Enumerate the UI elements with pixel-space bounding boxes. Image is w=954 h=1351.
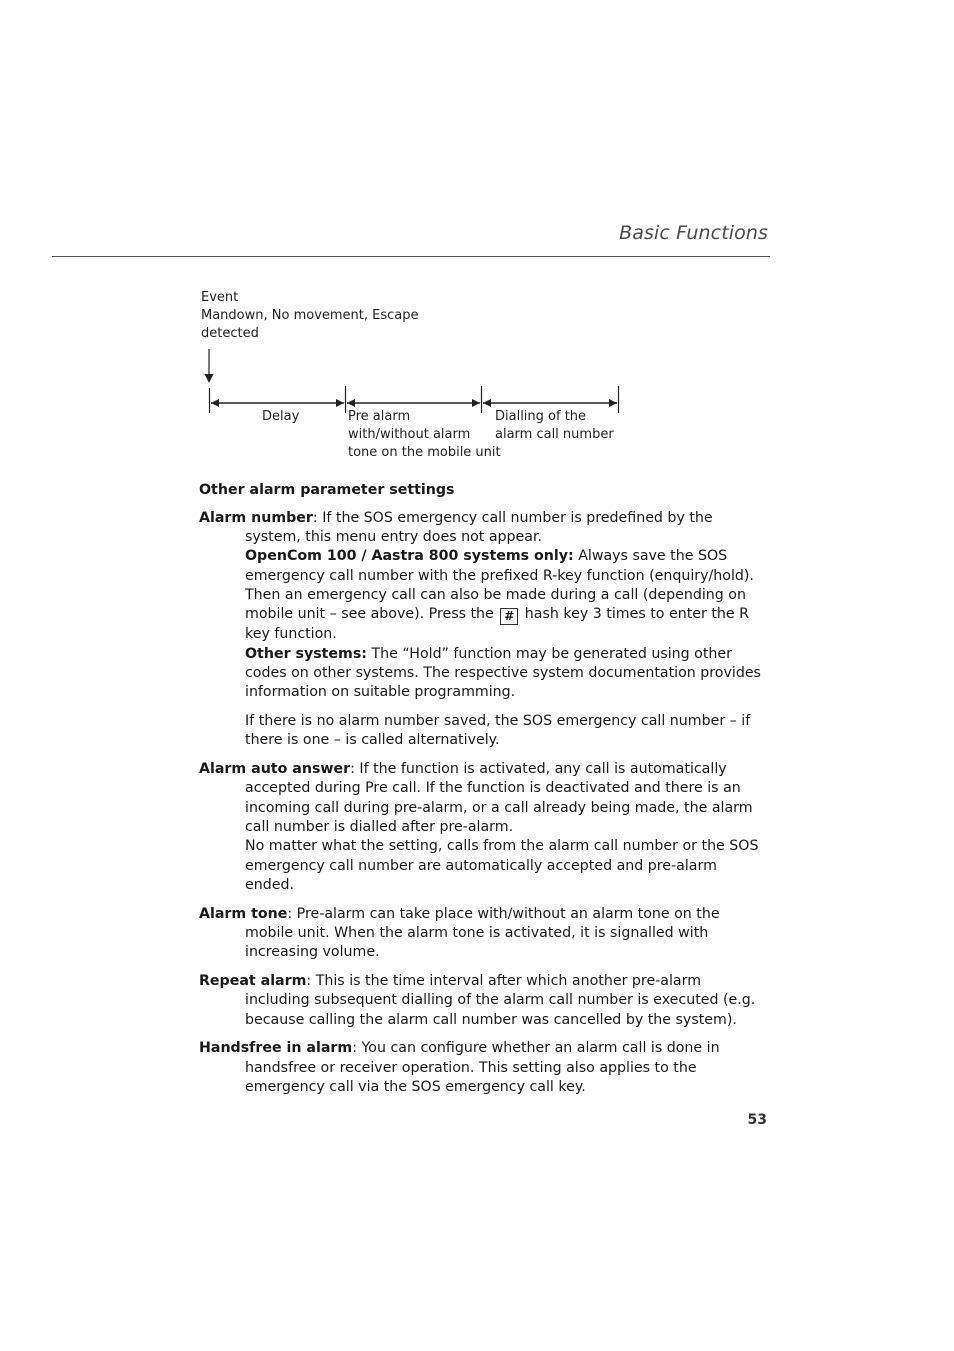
paragraph: If there is no alarm number saved, the SOS emergency call number – if there is one – is called alternatively. — [245, 712, 751, 749]
term: Repeat alarm — [199, 973, 307, 990]
phase-line: Delay — [262, 409, 300, 424]
event-line: Event — [201, 290, 239, 305]
alarm-auto-answer-entry: Alarm auto answer: If the function is activated, any call is automatically accepted during Pre call. If the function is deactivated and there is an incoming call during pre-alarm, or a call already being made, the alarm call number is dialled after pre-alarm. No matter what the setting, calls from the alarm call number or the SOS emergency call number are automatically accepted and pre-alarm ended. — [199, 760, 769, 895]
term: OpenCom 100 / Aastra 800 systems only: — [245, 548, 574, 565]
section-heading: Other alarm parameter settings — [199, 482, 455, 498]
event-line: Mandown, No movement, Escape — [201, 307, 419, 323]
phase-line: Pre alarm — [348, 409, 411, 424]
term: Alarm tone — [199, 905, 288, 922]
phase-line: tone on the mobile unit — [348, 444, 501, 460]
arrowhead-left — [347, 399, 355, 407]
arrowhead-right — [472, 399, 480, 407]
alarm-number-entry: Alarm number: If the SOS emergency call number is predefined by the system, this menu entry does not appear. OpenCom 100 / Aastra 800 systems only: Always save the SOS emergency call number with the prefixed R-key function (enquiry/hold). Then an emergency call can also be made during a call (depending on mobile unit – see above). Press the # hash key 3 times to enter the R key function. Other systems: The “Hold” function may be generated using other codes on other systems. The respective system documentation provides information on suitable programming. If there is no alarm number saved, the SOS emergency call number – if there is one – is called alternatively. — [199, 509, 769, 751]
phase-prealarm-label — [348, 408, 501, 461]
handsfree-entry: Handsfree in alarm: You can configure whether an alarm call is done in handsfree or receiver operation. This setting also applies to the emergency call via the SOS emergency call key. — [199, 1040, 720, 1096]
phase-line: alarm call number — [495, 426, 614, 442]
term: Alarm number — [199, 509, 313, 526]
body-text — [199, 481, 769, 1107]
term: Handsfree in alarm — [199, 1040, 353, 1057]
paragraph: No matter what the setting, calls from the alarm call number or the SOS emergency call number are automatically accepted and pre-alarm ended. — [245, 838, 759, 893]
page-number: 53 — [747, 1112, 767, 1128]
phase-delay-label — [262, 408, 299, 426]
phase-line: with/without alarm — [348, 426, 471, 442]
repeat-alarm-entry: Repeat alarm: This is the time interval after which another pre-alarm including subsequent dialling of the alarm call number is executed (e.g. because calling the alarm call number was cancelled by the system). — [199, 973, 756, 1028]
alarm-tone-entry: Alarm tone: Pre-alarm can take place with/without an alarm tone on the mobile unit. When the alarm tone is activated, it is signalled with increasing volume. — [199, 905, 720, 961]
arrowhead-left — [211, 399, 219, 407]
arrowhead-left — [483, 399, 491, 407]
term: Other systems: — [245, 645, 367, 662]
phase-dialling-label — [495, 408, 614, 444]
running-head-title: Basic Functions — [619, 222, 768, 244]
event-arrow-head — [205, 374, 214, 383]
arrowhead-right — [609, 399, 617, 407]
alarm-timeline-diagram — [0, 0, 954, 480]
event-line: detected — [201, 325, 259, 341]
term: Alarm auto answer — [199, 761, 351, 778]
hash-key-icon: # — [500, 608, 518, 625]
arrowhead-right — [336, 399, 344, 407]
phase-line: Dialling of the — [495, 409, 587, 424]
